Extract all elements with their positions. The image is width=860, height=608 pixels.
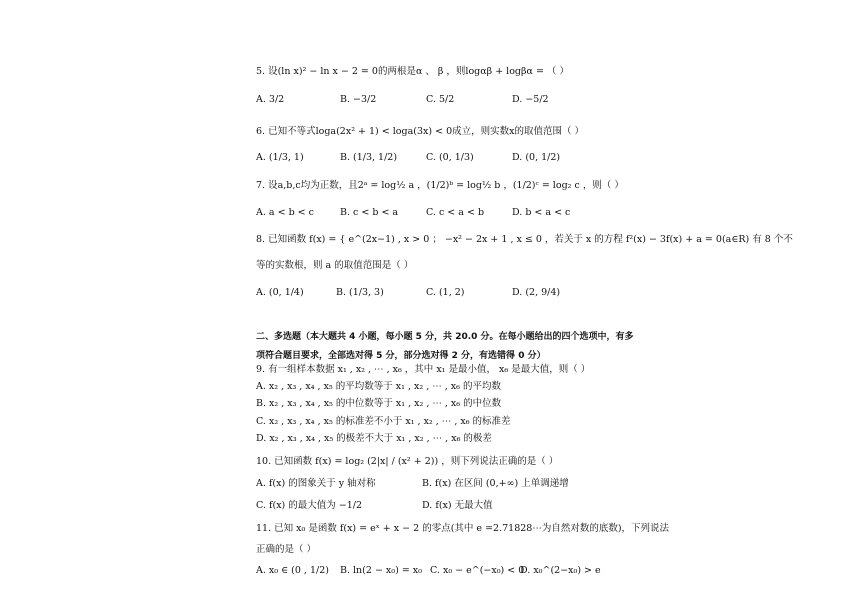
q10-option-d: D. f(x) 无最大值 <box>422 500 493 511</box>
q6-option-a: A. (1/3, 1) <box>256 152 304 163</box>
q8-option-b: B. (1/3, 3) <box>336 287 384 298</box>
q8-stem-continued: 等的实数根，则 a 的取值范围是（ ） <box>256 260 414 271</box>
q10-stem: 10. 已知函数 f(x) = log₂ (2|x| / (x² + 2)) ，则下列说法正确的是（ ） <box>256 456 559 467</box>
q6-option-d: D. (0, 1/2) <box>512 152 561 163</box>
q9-option-d: D. x₂ , x₃ , x₄ , x₅ 的极差不大于 x₁ , x₂ , ⋯ , x₆ 的极差 <box>256 433 492 444</box>
q5-option-c: C. 5/2 <box>426 94 455 105</box>
q7-option-d: D. b < a < c <box>512 207 571 218</box>
q11-option-d: D. x₀^(2−x₀) > e <box>520 565 601 576</box>
q10-option-c: C. f(x) 的最大值为 −1/2 <box>256 500 363 511</box>
q6-option-b: B. (1/3, 1/2) <box>340 152 398 163</box>
section2-heading-continued: 项符合题目要求，全部选对得 5 分，部分选对得 2 分，有选错得 0 分） <box>256 351 546 361</box>
q7-option-c: C. c < a < b <box>426 207 485 218</box>
q5-stem: 5. 设(ln x)² − ln x − 2 = 0的两根是α 、 β ，则logαβ + logβα = （ ） <box>256 66 569 77</box>
q5-option-b: B. −3/2 <box>340 94 377 105</box>
q9-option-b: B. x₂ , x₃ , x₄ , x₅ 的中位数等于 x₁ , x₂ , ⋯ , x₆ 的中位数 <box>256 398 502 409</box>
q8-option-c: C. (1, 2) <box>426 287 465 298</box>
q11-option-a: A. x₀ ∈ (0 , 1/2) <box>256 565 329 576</box>
q6-option-c: C. (0, 1/3) <box>426 152 474 163</box>
section2-heading: 二、多选题（本大题共 4 小题，每小题 5 分，共 20.0 分。在每小题给出的四个选项中，有多 <box>256 332 634 342</box>
q8-stem: 8. 已知函数 f(x) = { e^(2x−1) , x > 0 ； −x² − 2x + 1 , x ≤ 0 ，若关于 x 的方程 f²(x) − 3f(x) + a = 0(a∈R) 有 8 个不 <box>256 234 793 245</box>
q5-option-d: D. −5/2 <box>512 94 549 105</box>
q5-option-a: A. 3/2 <box>256 94 285 105</box>
q7-option-b: B. c < b < a <box>340 207 399 218</box>
q6-stem: 6. 已知不等式loga(2x² + 1) < loga(3x) < 0成立，则实数x的取值范围（ ） <box>256 126 584 137</box>
q10-option-b: B. f(x) 在区间 (0,+∞) 上单调递增 <box>422 478 569 489</box>
q11-stem: 11. 已知 x₀ 是函数 f(x) = eˣ + x − 2 的零点(其中 e =2.71828⋯为自然对数的底数)，下列说法 <box>256 523 670 534</box>
q11-option-c: C. x₀ − e^(−x₀) < 0 <box>430 565 525 576</box>
q9-option-c: C. x₂ , x₃ , x₄ , x₅ 的标准差不小于 x₁ , x₂ , ⋯ , x₆ 的标准差 <box>256 416 511 427</box>
q11-option-b: B. ln(2 − x₀) = x₀ <box>340 565 422 576</box>
q7-stem: 7. 设a,b,c均为正数，且2ᵃ = log½ a ，(1/2)ᵇ = log½ b ，(1/2)ᶜ = log₂ c ，则（ ） <box>256 180 624 191</box>
q9-option-a: A. x₂ , x₃ , x₄ , x₅ 的平均数等于 x₁ , x₂ , ⋯ , x₆ 的平均数 <box>256 381 501 392</box>
q9-stem: 9. 有一组样本数据 x₁ , x₂ , ⋯ , x₆ ，其中 x₁ 是最小值， x₆ 是最大值，则（ ） <box>256 364 591 375</box>
q8-option-a: A. (0, 1/4) <box>256 287 304 298</box>
q10-option-a: A. f(x) 的图象关于 y 轴对称 <box>256 478 376 489</box>
q7-option-a: A. a < b < c <box>256 207 314 218</box>
q8-option-d: D. (2, 9/4) <box>512 287 561 298</box>
q11-stem-continued: 正确的是（ ） <box>256 544 317 555</box>
